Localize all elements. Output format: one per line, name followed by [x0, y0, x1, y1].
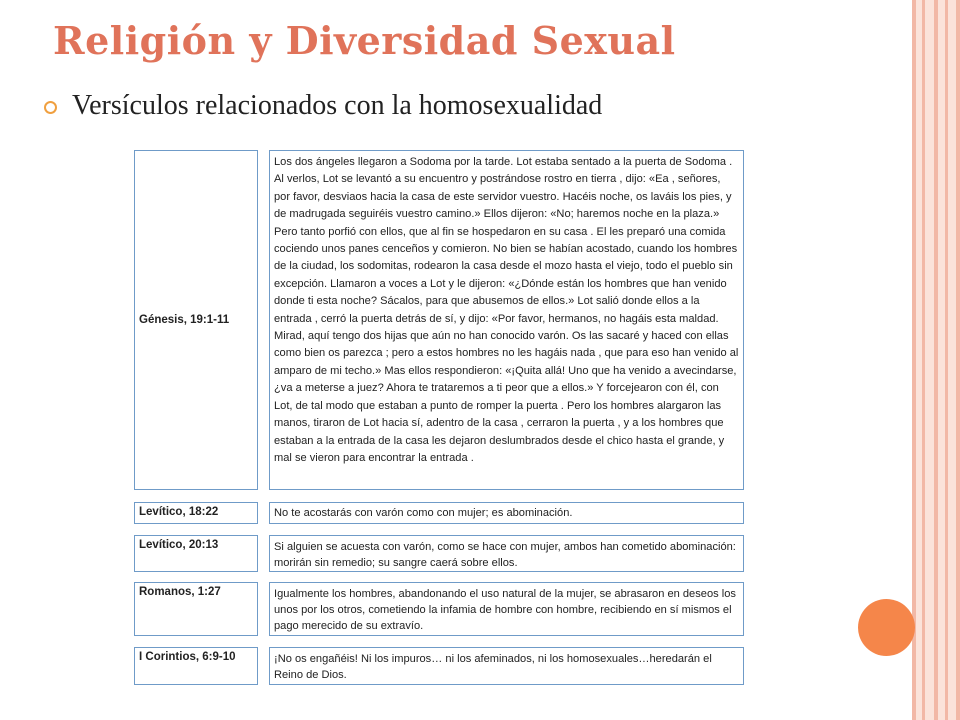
verse-text: Igualmente los hombres, abandonando el uso natural de la mujer, se abrasaron en deseos los unos por los otros, cometiendo la infamia de hombre con hombre, recibiendo en sí mismos el pago merecido de su extravío.: [269, 582, 744, 636]
slide-title: Religión y Diversidad Sexual: [53, 18, 676, 63]
decorative-circle: [858, 599, 915, 656]
verse-text: No te acostarás con varón como con mujer; es abominación.: [269, 502, 744, 524]
verse-reference: Levítico, 18:22: [134, 502, 258, 524]
verse-text: ¡No os engañéis! Ni los impuros… ni los afeminados, ni los homosexuales…heredarán el Reino de Dios.: [269, 647, 744, 685]
verse-text: Si alguien se acuesta con varón, como se hace con mujer, ambos han cometido abominación: morirán sin remedio; su sangre caerá sobre ellos.: [269, 535, 744, 572]
bullet-circle-icon: [44, 101, 57, 114]
verse-reference: I Corintios, 6:9-10: [134, 647, 258, 685]
verse-reference: Génesis, 19:1-11: [134, 150, 258, 490]
verse-reference: Romanos, 1:27: [134, 582, 258, 636]
verse-text: Los dos ángeles llegaron a Sodoma por la tarde. Lot estaba sentado a la puerta de Sodoma . Al verlos, Lot se levantó a su encuentro y postrándose rostro en tierra , dijo: «Ea , señores, por favor, desviaos hacia la casa de este servidor vuestro. Hacéis noche, os laváis los pies, y de madrugada seguiréis vuestro camino.» Ellos dijeron: «No; haremos noche en la plaza.» Pero tanto porfió con ellos, que al fin se hospedaron en su casa . El les preparó una comida cociendo unos panes cenceños y comieron. No bien se habían acostado, cuando los hombres de la ciudad, los sodomitas, rodearon la casa desde el mozo hasta el viejo, todo el pueblo sin excepción. Llamaron a voces a Lot y le dijeron: «¿Dónde están los hombres que han venido donde ti esta noche? Sácalos, para que abusemos de ellos.» Lot salió donde ellos a la entrada , cerró la puerta detrás de sí, y dijo: «Por favor, hermanos, no hagáis esta maldad. Mirad, aquí tengo dos hijas que aún no han conocido varón. Os las sacaré y haced con ellas como bien os parezca ; pero a estos hombres no les hagáis nada , que para eso han venido al amparo de mi techo.» Mas ellos respondieron: «¡Quita allá! Uno que ha venido a avecindarse, ¿va a meterse a juez? Ahora te trataremos a ti peor que a ellos.» Y forcejearon con él, con Lot, de tal modo que estaban a punto de romper la puerta . Pero los hombres alargaron las manos, tiraron de Lot hacia sí, adentro de la casa , cerraron la puerta , y a los hombres que estaban a la entrada de la casa les dejaron deslumbrados desde el chico hasta el grande, y mal se vieron para encontrar la entrada .: [269, 150, 744, 490]
bullet-item: [44, 90, 602, 122]
decorative-stripes: [912, 0, 960, 720]
verse-reference: Levítico, 20:13: [134, 535, 258, 572]
bullet-text: Versículos relacionados con la homosexualidad: [72, 90, 603, 121]
